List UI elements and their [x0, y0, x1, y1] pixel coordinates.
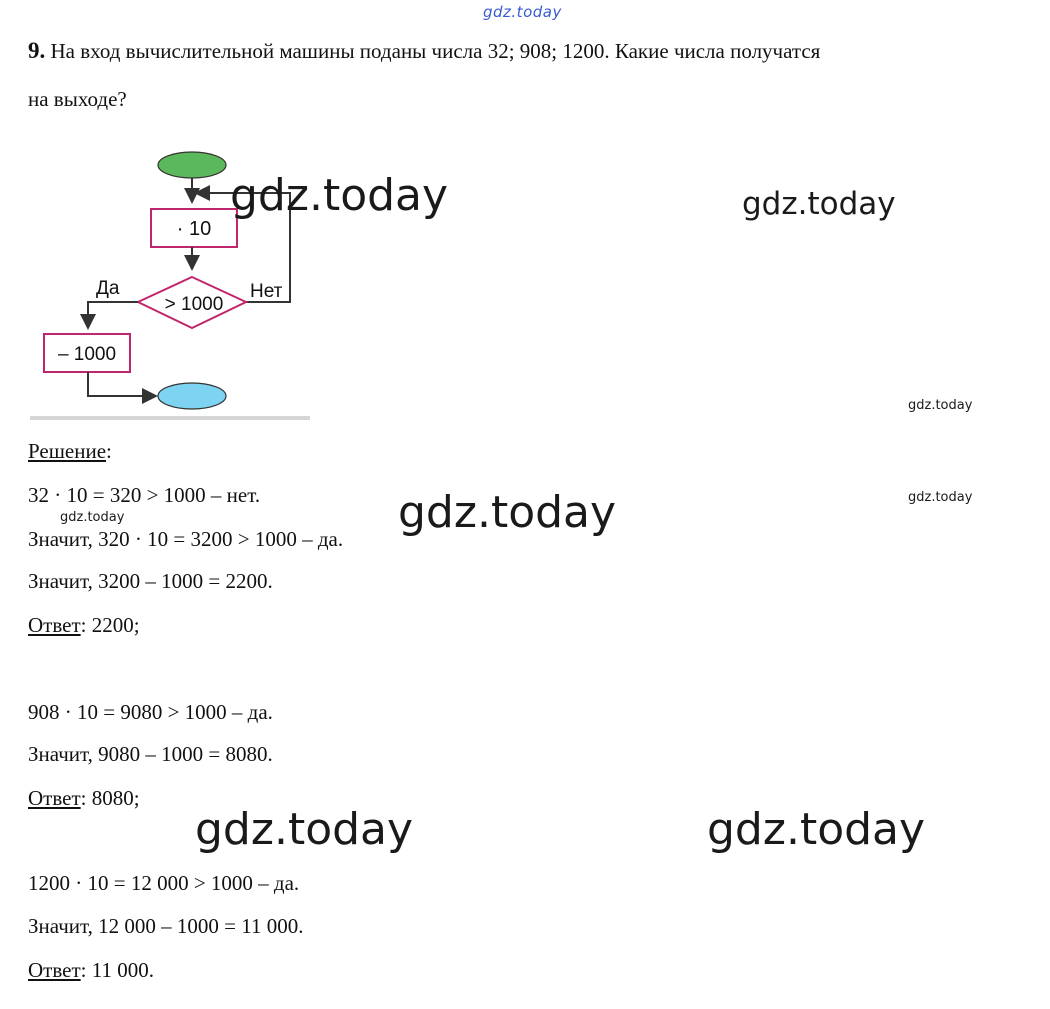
end-terminator [158, 383, 226, 409]
task-statement [28, 38, 820, 64]
answer-label: Ответ [28, 786, 81, 810]
watermark: gdz.today [195, 804, 414, 855]
multiply-label: · 10 [176, 218, 212, 240]
solution-line: Значит, 12 000 – 1000 = 11 000. [28, 914, 304, 938]
watermark: gdz.today [707, 804, 926, 855]
answer-line [28, 612, 140, 638]
watermark-top: gdz.today [483, 3, 562, 21]
subtract-label: – 1000 [57, 344, 117, 365]
yes-label: Да [96, 278, 120, 299]
solution-line: 908 · 10 = 9080 > 1000 – да. [28, 700, 273, 724]
solution-line: 1200 · 10 = 12 000 > 1000 – да. [28, 871, 300, 895]
watermark: gdz.today [742, 186, 896, 222]
answer-label: Ответ [28, 613, 81, 637]
start-terminator [158, 152, 226, 178]
no-label: Нет [250, 281, 283, 302]
task-text-line1: На вход вычислительной машины поданы числа 32; 908; 1200. Какие числа получатся [50, 39, 821, 63]
task-number: 9. [28, 38, 46, 63]
solution-heading-label: Решение [28, 439, 107, 463]
solution-line: Значит, 320 · 10 = 3200 > 1000 – да. [28, 527, 344, 551]
answer-value: : 8080; [80, 786, 140, 810]
solution-line: Значит, 9080 – 1000 = 8080. [28, 742, 273, 766]
figure-divider [30, 416, 310, 420]
answer-line [28, 957, 154, 983]
answer-label: Ответ [28, 958, 81, 982]
answer-line [28, 785, 140, 811]
solution-line: 32 · 10 = 320 > 1000 – нет. [28, 483, 261, 507]
watermark: gdz.today [908, 398, 973, 413]
answer-value: : 2200; [80, 613, 140, 637]
watermark: gdz.today [908, 490, 973, 505]
answer-value: : 11 000. [80, 958, 154, 982]
solution-heading [28, 438, 112, 464]
solution-heading-colon: : [106, 439, 112, 463]
condition-label: > 1000 [164, 294, 224, 315]
task-text-line2: на выходе? [28, 87, 127, 111]
watermark: gdz.today [398, 487, 617, 538]
watermark: gdz.today [60, 510, 125, 525]
watermark: gdz.today [230, 170, 449, 221]
solution-line: Значит, 3200 – 1000 = 2200. [28, 569, 273, 593]
